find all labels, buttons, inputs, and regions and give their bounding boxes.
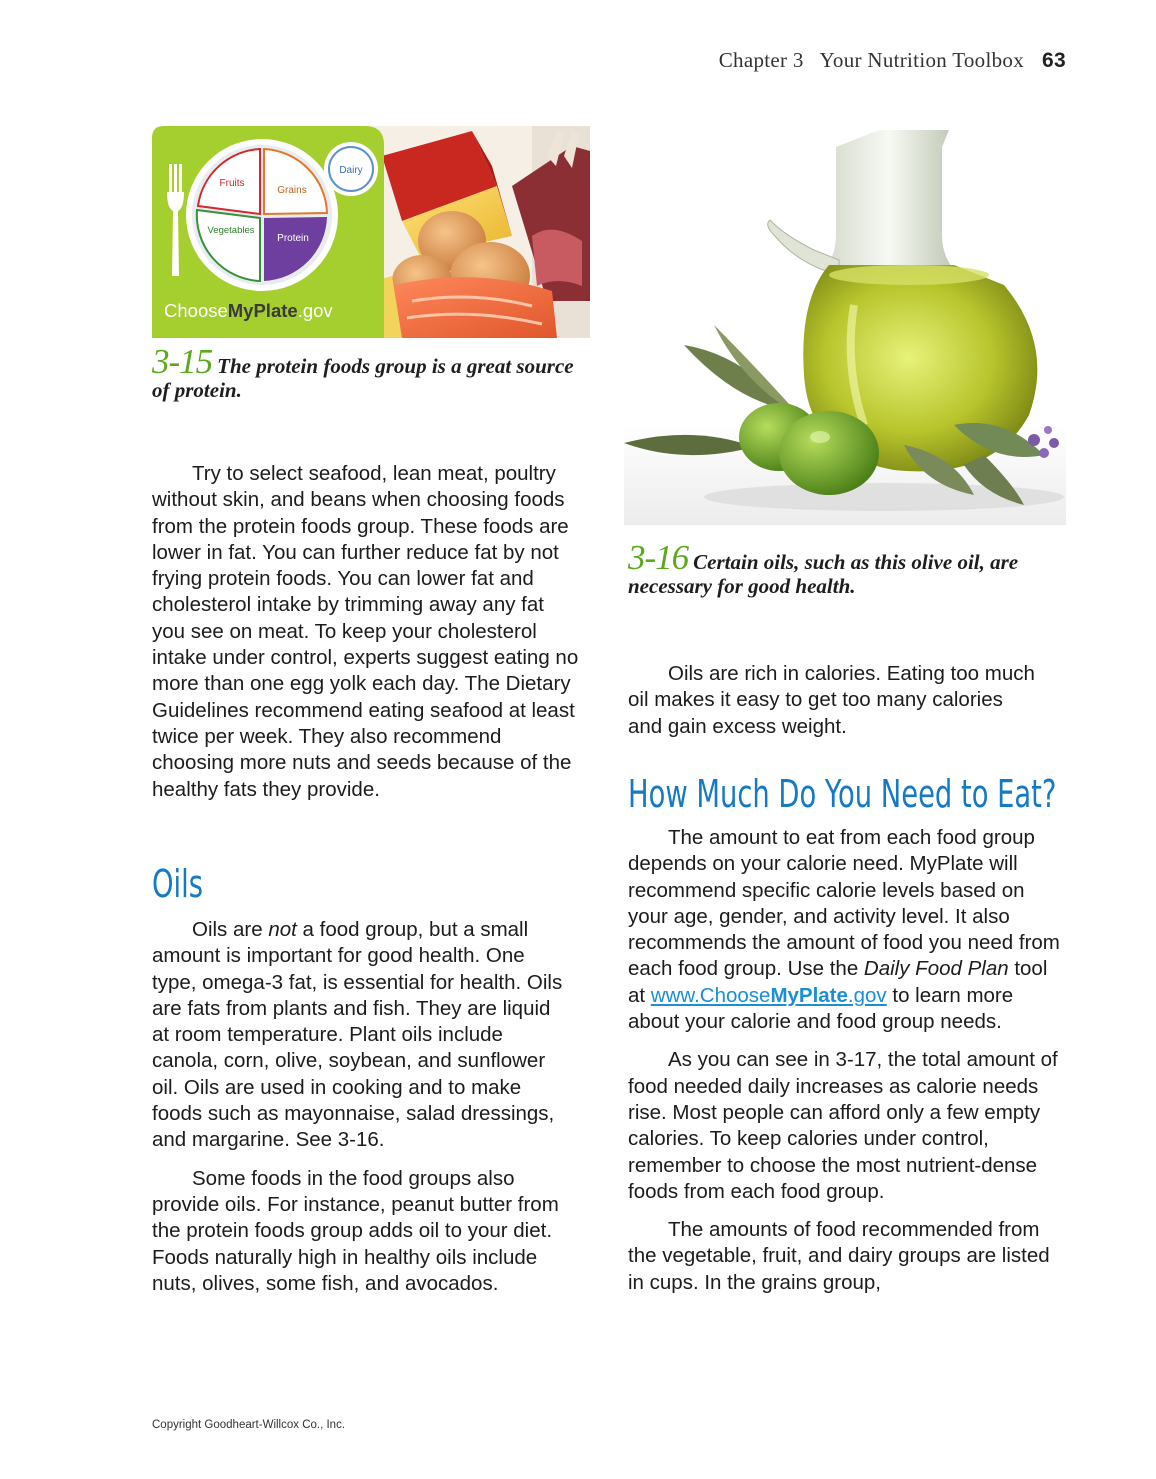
copyright-footer: Copyright Goodheart-Willcox Co., Inc. bbox=[152, 1419, 346, 1431]
oils-section-text bbox=[152, 917, 570, 1309]
vegetables-label: Vegetables bbox=[207, 225, 255, 236]
figure-3-16-caption bbox=[628, 538, 1068, 598]
caption-number: 3-16 bbox=[628, 538, 689, 577]
caption-number: 3-15 bbox=[152, 342, 213, 381]
how-much-paragraph-3: The amounts of food recommended from the vegetable, fruit, and dairy groups are listed in cups. In the grains group, bbox=[628, 1218, 1050, 1294]
myplate-logo-text: ChooseMyPlate.gov bbox=[164, 300, 333, 321]
oils-calories-paragraph: Oils are rich in calories. Eating too much oil makes it easy to get too many calories and gain excess weight. bbox=[628, 662, 1035, 738]
running-head bbox=[719, 48, 1066, 73]
oils-heading: Oils bbox=[152, 862, 203, 906]
how-much-section-text bbox=[628, 825, 1068, 1308]
left-column-text bbox=[152, 461, 582, 815]
choosemyplate-link[interactable]: www.ChooseMyPlate.gov bbox=[650, 983, 887, 1007]
chapter-title: Chapter 3 Your Nutrition Toolbox bbox=[718, 48, 1025, 72]
how-much-paragraph-2: As you can see in 3-17, the total amount of food needed daily increases as calorie needs rise. Most people can afford only a few empty calories. To keep calories under control, remember to choose the most nutrient-dense foods from each food group. bbox=[628, 1048, 1058, 1203]
caption-text: The protein foods group is a great source of protein. bbox=[152, 354, 574, 402]
oils-paragraph-1: Oils are not a food group, but a small amount is important for good health. One type, omega-3 fat, is essential for health. Oils are fats from plants and fish. They are liquid at room temperature. Plant oils include canola, corn, olive, soybean, and sunflower oil. Oils are used in cooking and to make foods such as mayonnaise, salad dressings, and margarine. See 3-16. bbox=[152, 918, 563, 1152]
dairy-label: Dairy bbox=[339, 165, 363, 176]
myplate-illustration bbox=[152, 126, 590, 338]
grains-label: Grains bbox=[277, 185, 307, 196]
oils-paragraph-2: Some foods in the food groups also provide oils. For instance, peanut butter from the protein foods group adds oil to your diet. Foods naturally high in healthy oils include nuts, olives, some fish, and avocados. bbox=[152, 1166, 559, 1295]
protein-label: Protein bbox=[277, 233, 309, 244]
caption-text: Certain oils, such as this olive oil, are necessary for good health. bbox=[628, 550, 1019, 598]
oils-calories-text bbox=[628, 661, 1038, 752]
page-number: 63 bbox=[1042, 49, 1066, 72]
how-much-heading: How Much Do You Need to Eat? bbox=[628, 772, 1057, 816]
figure-3-15-caption bbox=[152, 342, 592, 402]
how-much-paragraph-1: The amount to eat from each food group depends on your calorie need. MyPlate will recommend specific calorie levels based on your age, gender, and activity level. It also recommends the amount of food you need from each food group. Use the Daily Food Plan tool at www.ChooseMyPlate.gov to learn more about your calorie and food group needs. bbox=[628, 826, 1060, 1034]
figure-olive-oil bbox=[624, 125, 1066, 525]
figure-myplate-protein-foods bbox=[152, 126, 590, 338]
protein-foods-paragraph: Try to select seafood, lean meat, poultry without skin, and beans when choosing foods from the protein foods group. These foods are lower in fat. You can further reduce fat by not frying protein foods. You can lower fat and cholesterol intake by trimming away any fat you see on meat. To keep your cholesterol intake under control, experts suggest eating no more than one egg yolk each day. The Dietary Guidelines recommend eating seafood at least twice per week. They also recommend choosing more nuts and seeds because of the healthy fats they provide. bbox=[152, 462, 579, 801]
fruits-label: Fruits bbox=[219, 178, 245, 189]
olive-oil-illustration bbox=[624, 125, 1066, 525]
